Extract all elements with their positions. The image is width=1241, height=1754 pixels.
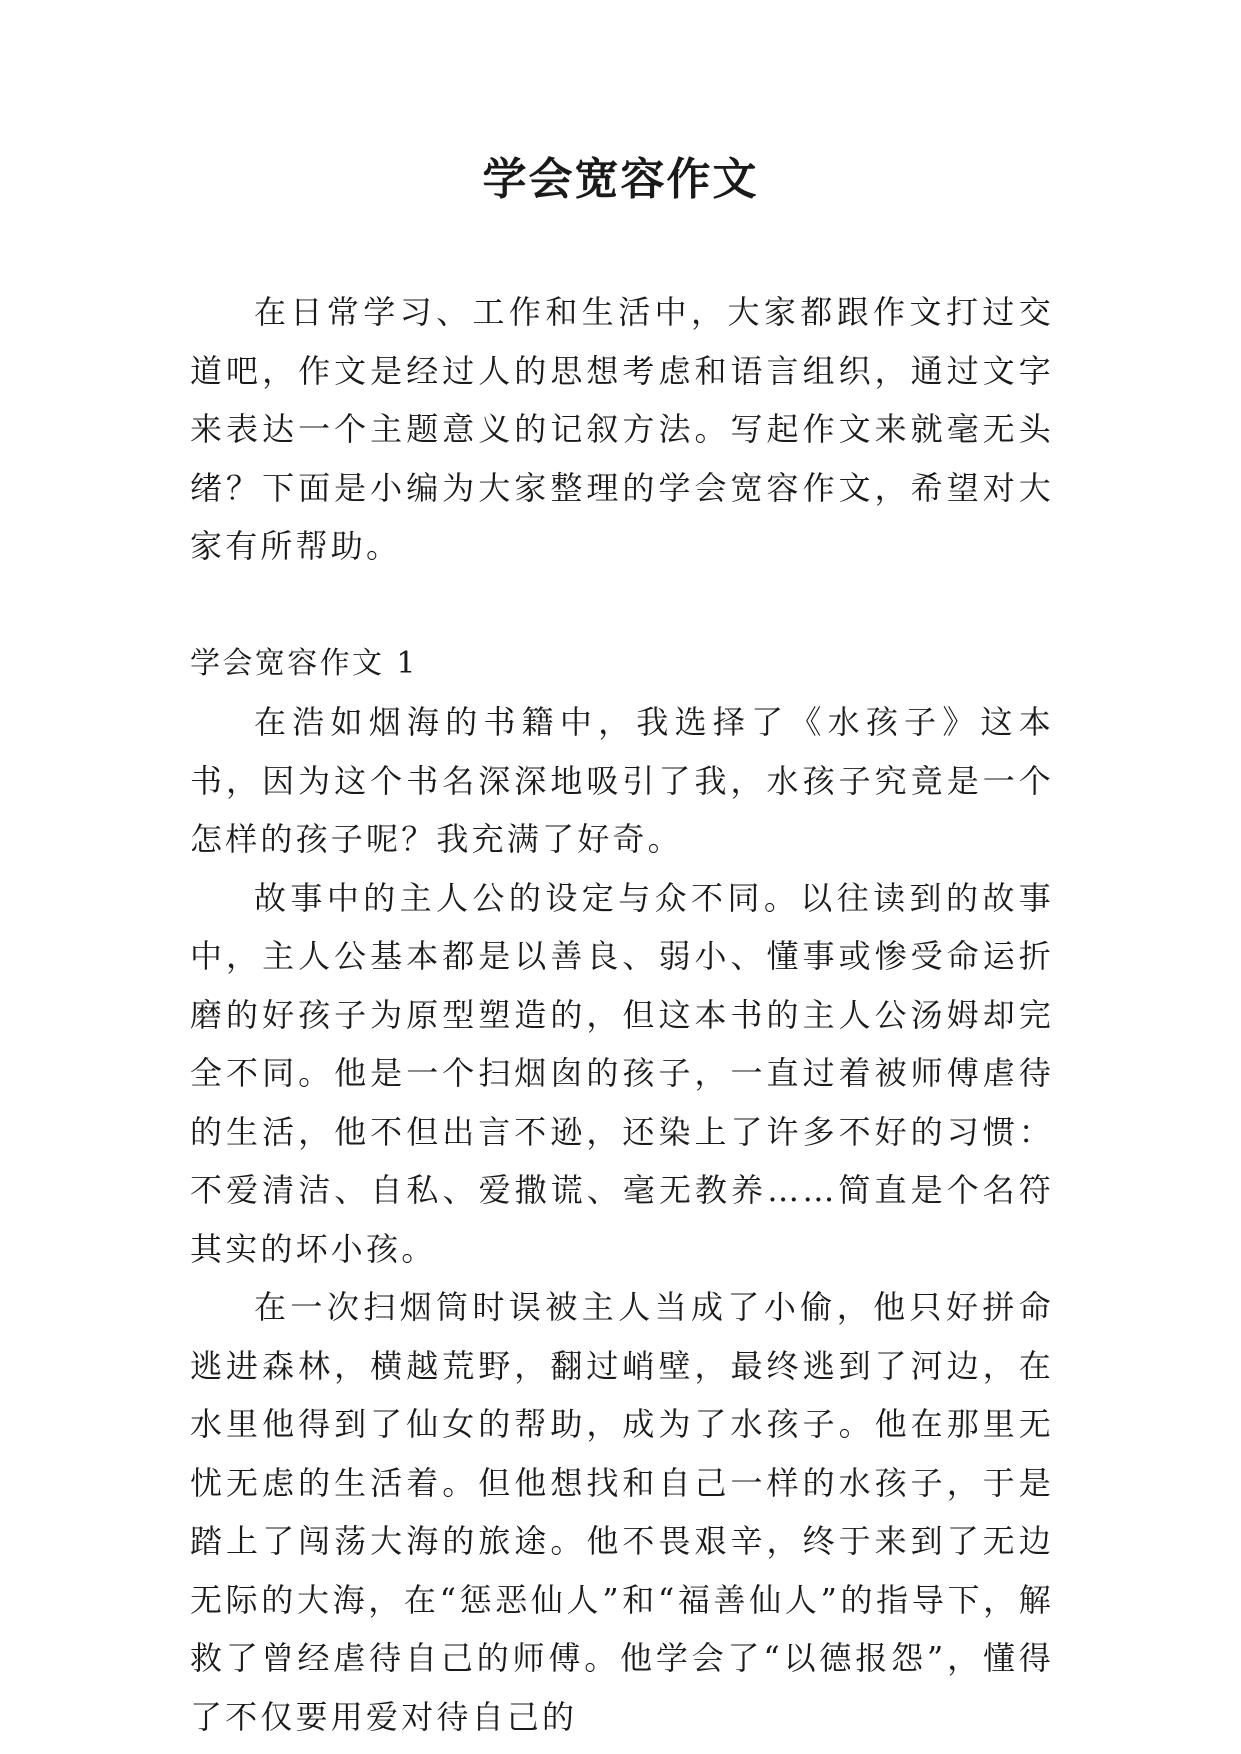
document-body [190,283,1054,1746]
section-heading: 学会宽容作文 1 [190,645,418,681]
document-title: 学会宽容作文 [482,154,759,205]
body-paragraph-2: 故事中的主人公的设定与众不同。以往读到的故事中，主人公基本都是以善良、弱小、懂事或惨受命运折磨的好孩子为原型塑造的，但这本书的主人公汤姆却完全不同。他是一个扫烟囱的孩子，一直过着被师傅虐待的生活，他不但出言不逊，还染上了许多不好的习惯：不爱清洁、自私、爱撒谎、毫无教养……简直是个名符其实的坏小孩。 [190,878,1054,1268]
intro-paragraph: 在日常学习、工作和生活中，大家都跟作文打过交道吧，作文是经过人的思想考虑和语言组织，通过文字来表达一个主题意义的记叙方法。写起作文来就毫无头绪？下面是小编为大家整理的学会宽容作文，希望对大家有所帮助。 [190,293,1054,565]
body-paragraph-1: 在浩如烟海的书籍中，我选择了《水孩子》这本书，因为这个书名深深地吸引了我，水孩子究竟是一个怎样的孩子呢？我充满了好奇。 [190,703,1054,858]
body-paragraph-3: 在一次扫烟筒时误被主人当成了小偷，他只好拼命逃进森林，横越荒野，翻过峭壁，最终逃到了河边，在水里他得到了仙女的帮助，成为了水孩子。他在那里无忧无虑的生活着。但他想找和自己一样的水孩子，于是踏上了闯荡大海的旅途。他不畏艰辛，终于来到了无边无际的大海，在“惩恶仙人”和“福善仙人”的指导下，解救了曾经虐待自己的师傅。他学会了“以德报怨”，懂得了不仅要用爱对待自己的 [190,1288,1054,1736]
